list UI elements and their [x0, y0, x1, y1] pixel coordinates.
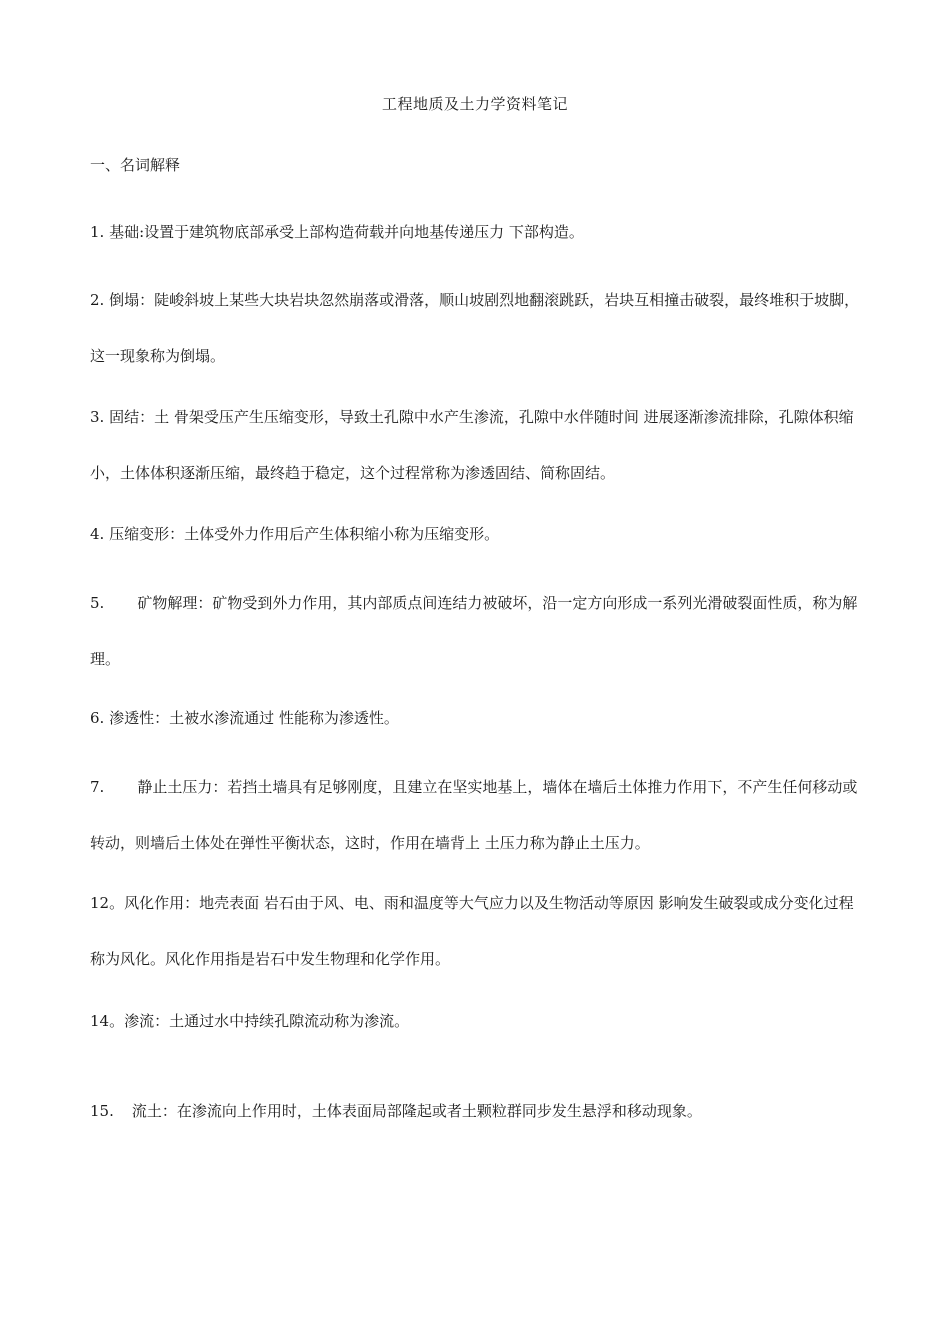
entry-number: 3. [90, 408, 110, 426]
entry-7 [90, 759, 865, 871]
entry-text: 倒塌：陡峻斜坡上某些大块岩块忽然崩落或滑落，顺山坡剧烈地翻滚跳跃，岩块互相撞击破裂，最终堆积于坡脚，这一现象称为倒塌。 [90, 291, 860, 365]
section-heading: 一、名词解释 [90, 156, 181, 174]
entry-6 [90, 690, 865, 746]
entry-text: 基础:设置于建筑物底部承受上部构造荷载并向地基传递压力 下部构造。 [109, 223, 584, 241]
entry-number: 6. [90, 709, 110, 727]
entry-number: 5. [90, 594, 105, 612]
entry-5 [90, 575, 865, 687]
entry-15 [90, 1083, 865, 1139]
entry-text: 静止土压力：若挡土墙具有足够刚度，且建立在坚实地基上，墙体在墙后土体推力作用下，不产生任何移动或转动，则墙后土体处在弹性平衡状态，这时，作用在墙背上 土压力称为静止土压力。 [90, 778, 858, 852]
entry-text: 矿物解理：矿物受到外力作用，其内部质点间连结力被破坏，沿一定方向形成一系列光滑破裂面性质，称为解理。 [90, 594, 858, 668]
entry-2 [90, 272, 865, 384]
entry-3 [90, 389, 865, 501]
entry-number: 1. [90, 223, 110, 241]
entry-number: 15. [90, 1102, 114, 1120]
entry-1 [90, 204, 865, 260]
entry-4 [90, 506, 865, 562]
entry-text: 风化作用：地壳表面 岩石由于风、电、雨和温度等大气应力以及生物活动等原因 影响发生破裂或成分变化过程称为风化。风化作用指是岩石中发生物理和化学作用。 [90, 894, 854, 968]
entry-number: 2. [90, 291, 110, 309]
entry-number: 12。 [90, 894, 125, 912]
entry-text: 渗透性：土被水渗流通过 性能称为渗透性。 [109, 709, 399, 727]
entry-text: 渗流：土通过水中持续孔隙流动称为渗流。 [124, 1012, 410, 1030]
entry-14 [90, 993, 865, 1049]
entry-text: 压缩变形：土体受外力作用后产生体积缩小称为压缩变形。 [109, 525, 500, 543]
entry-text: 流土：在渗流向上作用时，土体表面局部隆起或者土颗粒群同步发生悬浮和移动现象。 [131, 1102, 702, 1120]
entry-number: 14。 [90, 1012, 125, 1030]
entry-number: 4. [90, 525, 110, 543]
document-title: 工程地质及土力学资料笔记 [381, 95, 568, 113]
entry-12 [90, 875, 865, 987]
entry-text: 固结：土 骨架受压产生压缩变形，导致土孔隙中水产生渗流，孔隙中水伴随时间 进展逐渐渗流排除，孔隙体积缩小，土体体积逐渐压缩，最终趋于稳定，这个过程常称为渗透固结、简称固结。 [90, 408, 854, 482]
entry-number: 7. [90, 778, 105, 796]
